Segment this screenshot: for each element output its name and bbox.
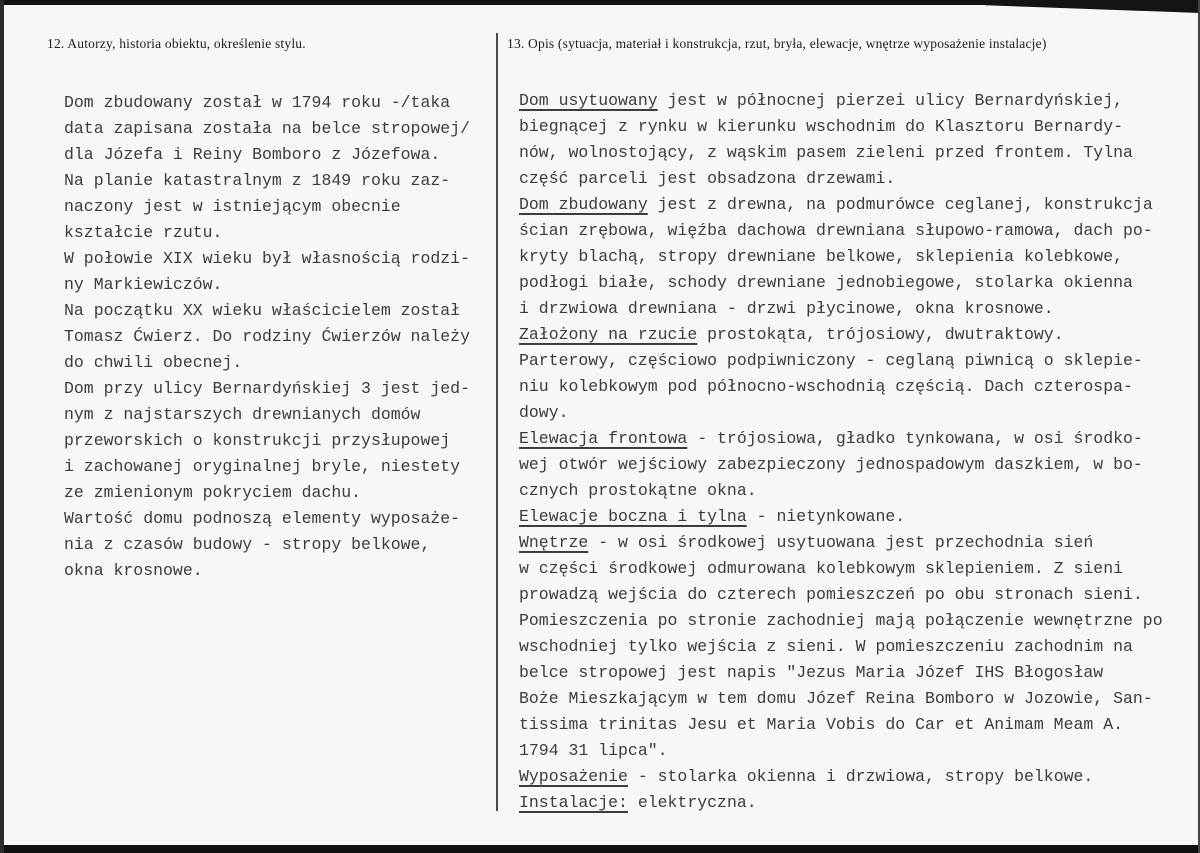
underlined-lead-phrase: Elewacja frontowa bbox=[519, 429, 688, 448]
typewritten-line: wschodniej tylko wejścia z sieni. W pomieszczeniu zachodnim na bbox=[519, 637, 1133, 656]
typewritten-line: Wartość domu podnoszą elementy wyposaże- bbox=[64, 509, 461, 528]
column-divider-line bbox=[496, 33, 498, 811]
typewritten-line: i drzwiowa drewniana - drzwi płycinowe, okna krosnowe. bbox=[519, 299, 1054, 318]
typewritten-line: kryty blachą, stropy drewniane belkowe, sklepienia kolebkowe, bbox=[519, 247, 1123, 266]
underlined-lead-phrase: Dom zbudowany bbox=[519, 195, 648, 214]
typewritten-line: ny Markiewiczów. bbox=[64, 275, 223, 294]
section-13-description-text bbox=[519, 88, 1163, 816]
typewritten-line: Dom usytuowany jest w północnej pierzei ulicy Bernardyńskiej, bbox=[519, 91, 1124, 110]
typewritten-line: przeworskich o konstrukcji przysłupowej bbox=[64, 431, 451, 450]
typewritten-line: wej otwór wejściowy zabezpieczony jednospadowym daszkiem, w bo- bbox=[519, 455, 1143, 474]
typewritten-line: Tomasz Ćwierz. Do rodziny Ćwierzów należy bbox=[64, 327, 470, 346]
typewritten-line: nym z najstarszych drewnianych domów bbox=[64, 405, 421, 424]
typewritten-line: podłogi białe, schody drewniane jednobiegowe, stolarka okienna bbox=[519, 273, 1133, 292]
underlined-lead-phrase: Instalacje: bbox=[519, 793, 628, 812]
typewritten-line: Instalacje: elektryczna. bbox=[519, 793, 757, 812]
typewritten-line: Elewacje boczna i tylna - nietynkowane. bbox=[519, 507, 906, 526]
scan-artifact-corner-wedge bbox=[985, 0, 1200, 13]
underlined-lead-phrase: Elewacje boczna i tylna bbox=[519, 507, 747, 526]
typewritten-line: Parterowy, częściowo podpiwniczony - ceglaną piwnicą o sklepie- bbox=[519, 351, 1143, 370]
typewritten-line: Wnętrze - w osi środkowej usytuowana jest przechodnia sień bbox=[519, 533, 1094, 552]
typewritten-line: W połowie XIX wieku był własnością rodzi- bbox=[64, 249, 470, 268]
scan-artifact-left-strip bbox=[0, 0, 4, 853]
typewritten-line: Dom zbudowany jest z drewna, na podmurówce ceglanej, konstrukcja bbox=[519, 195, 1153, 214]
typewritten-line: Dom zbudowany został w 1794 roku -/taka bbox=[64, 93, 451, 112]
typewritten-line: 1794 31 lipca". bbox=[519, 741, 668, 760]
typewritten-line: Boże Mieszkającym w tem domu Józef Reina Bomboro w Jozowie, San- bbox=[519, 689, 1153, 708]
scan-artifact-bottom-strip bbox=[0, 845, 1200, 853]
typewritten-line: cznych prostokątne okna. bbox=[519, 481, 757, 500]
section-13-header: 13. Opis (sytuacja, materiał i konstrukcja, rzut, bryła, elewacje, wnętrze wyposażenie instalacje) bbox=[507, 36, 1047, 51]
typewritten-line: dla Józefa i Reiny Bomboro z Józefowa. bbox=[64, 145, 441, 164]
typewritten-line: Dom przy ulicy Bernardyńskiej 3 jest jed- bbox=[64, 379, 470, 398]
typewritten-line: Wyposażenie - stolarka okienna i drzwiowa, stropy belkowe. bbox=[519, 767, 1094, 786]
typewritten-line: ścian zrębowa, więźba dachowa drewniana słupowo-ramowa, dach po- bbox=[519, 221, 1153, 240]
section-12-header: 12. Autorzy, historia obiektu, określenie stylu. bbox=[47, 36, 306, 51]
typewritten-line: Elewacja frontowa - trójosiowa, gładko tynkowana, w osi środko- bbox=[519, 429, 1143, 448]
typewritten-line: Na początku XX wieku właścicielem został bbox=[64, 301, 461, 320]
typewritten-line: i zachowanej oryginalnej bryle, niestety bbox=[64, 457, 461, 476]
typewritten-line: w części środkowej odmurowana kolebkowym sklepieniem. Z sieni bbox=[519, 559, 1123, 578]
typewritten-line: niu kolebkowym pod północno-wschodnią częścią. Dach czterospa- bbox=[519, 377, 1133, 396]
typewritten-line: dowy. bbox=[519, 403, 569, 422]
typewritten-line: okna krosnowe. bbox=[64, 561, 203, 580]
underlined-lead-phrase: Dom usytuowany bbox=[519, 91, 658, 110]
typewritten-line: ze zmienionym pokryciem dachu. bbox=[64, 483, 362, 502]
typewritten-line: nia z czasów budowy - stropy belkowe, bbox=[64, 535, 431, 554]
typewritten-line: prowadzą wejścia do czterech pomieszczeń po obu stronach sieni. bbox=[519, 585, 1143, 604]
section-12-history-text bbox=[64, 90, 470, 584]
typewritten-line: nów, wolnostojący, z wąskim pasem zieleni przed frontem. Tylna bbox=[519, 143, 1133, 162]
typewritten-line: Założony na rzucie prostokąta, trójosiowy, dwutraktowy. bbox=[519, 325, 1064, 344]
typewritten-line: belce stropowej jest napis "Jezus Maria Józef IHS Błogosław bbox=[519, 663, 1104, 682]
typewritten-line: data zapisana została na belce stropowej/ bbox=[64, 119, 470, 138]
typewritten-line: Na planie katastralnym z 1849 roku zaz- bbox=[64, 171, 451, 190]
typewritten-line: Pomieszczenia po stronie zachodniej mają połączenie wewnętrzne po bbox=[519, 611, 1163, 630]
underlined-lead-phrase: Założony na rzucie bbox=[519, 325, 698, 344]
underlined-lead-phrase: Wyposażenie bbox=[519, 767, 628, 786]
underlined-lead-phrase: Wnętrze bbox=[519, 533, 589, 552]
typewritten-line: do chwili obecnej. bbox=[64, 353, 243, 372]
typewritten-line: naczony jest w istniejącym obecnie bbox=[64, 197, 401, 216]
typewritten-line: tissima trinitas Jesu et Maria Vobis do Car et Animam Meam A. bbox=[519, 715, 1123, 734]
typewritten-line: kształcie rzutu. bbox=[64, 223, 223, 242]
typewritten-line: biegnącej z rynku w kierunku wschodnim do Klasztoru Bernardy- bbox=[519, 117, 1123, 136]
typewritten-line: część parceli jest obsadzona drzewami. bbox=[519, 169, 896, 188]
